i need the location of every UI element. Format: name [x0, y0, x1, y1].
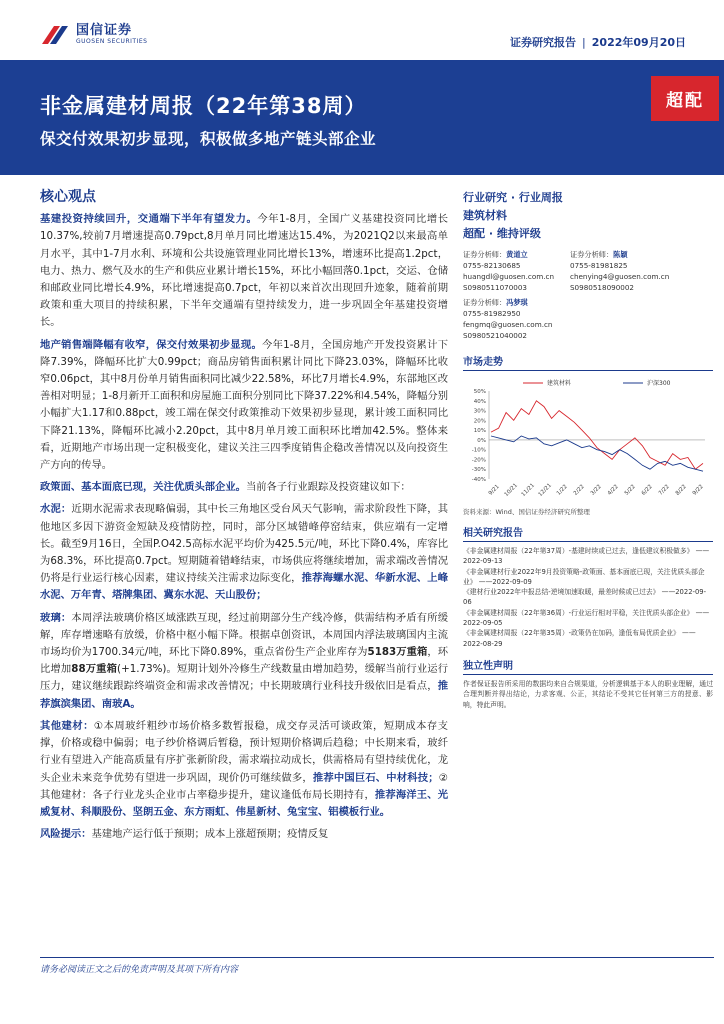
paragraph-infrastructure	[40, 211, 448, 331]
related-report[interactable]	[463, 608, 713, 629]
analyst-label: 证券分析师：	[463, 298, 507, 307]
report-date: ——2022-09-13	[463, 547, 710, 566]
x-tick-label: 6/22	[640, 483, 654, 497]
analyst-list	[463, 249, 713, 345]
y-tick-label: 50%	[473, 389, 486, 395]
highlight: 政策面、基本面底已现，关注优质头部企业。	[40, 481, 246, 494]
core-views-title: 核心观点	[40, 189, 96, 205]
chart-source: 资料来源：Wind、国信证券经济研究所整理	[463, 508, 590, 516]
guosen-logo-icon	[40, 24, 70, 46]
report-date: ——2022-09-05	[463, 608, 710, 628]
footer-disclaimer: 请务必阅读正文之后的免责声明及其项下所有内容	[40, 965, 239, 975]
highlight: 基建投资持续回升，交通端下半年有望发力。	[40, 213, 258, 226]
paragraph-text: 当前各子行业跟踪及投资建议如下：	[245, 481, 411, 494]
industry-name: 建筑材料	[463, 209, 507, 222]
recommendation: 推荐中国巨石、中材科技；	[312, 771, 439, 784]
x-tick-label: 9/21	[487, 483, 501, 497]
paragraph-text: 今年1-8月，全国广义基建投资同比增长10.37%,较前7月增速提高0.79pct,8月单月同比增速达15.4%，为2021Q2以来最高单月水平，其中1-7月水利、环境和公共设施管理业同比增长13%，增速环比提高1.2pct，电力、热力、燃气及水的生产和供应业累计增长15%，环比小幅回落0.1pct，交运、仓储和邮政业同比增长4.9%，环比增速提高0.7pct，年初以来首次出现回升迹象，随着前期政策和重大项目的持续积累，下半年交通端有望持续发力，进一步巩固全年基建投资增长。	[40, 213, 448, 329]
related-reports	[463, 546, 713, 649]
analyst-label: 证券分析师：	[570, 250, 614, 259]
report-date: 2022年09月20日	[591, 36, 686, 49]
highlight: 水泥：	[40, 503, 72, 516]
analyst-email[interactable]: chenying4@guosen.com.cn	[570, 272, 670, 281]
bold-figure: 5183万重箱	[367, 646, 428, 659]
core-views	[40, 189, 448, 848]
paragraph-other	[40, 718, 448, 821]
y-tick-label: 10%	[473, 428, 486, 435]
legend-label: 沪深300	[647, 380, 671, 387]
paragraph-text: ①本周玻纤粗纱市场价格多数暂报稳，成交存灵活可谈政策，短期成本存支撑，价格或稳中偏弱；电子纱价格调后暂稳，预计短期价格调后趋稳；中长期来看，玻纤行业有望进入产能高质量有序扩张新阶段，需求端拉动成长，供需格局有望持续优化，龙头企业未来竞争优势有望进一步巩固，现价仍可继续做多，	[40, 719, 448, 784]
series-line-building-materials	[491, 401, 703, 469]
y-tick-label: 30%	[473, 408, 486, 415]
highlight: 风险提示：	[40, 828, 92, 841]
x-tick-label: 10/21	[503, 482, 520, 499]
company-logo	[40, 24, 147, 46]
market-chart-svg	[463, 375, 713, 505]
rating-line: 超配 · 维持评级	[463, 227, 541, 240]
x-tick-label: 2/22	[572, 483, 586, 497]
statement-section-title: 独立性声明	[463, 657, 713, 675]
related-report[interactable]	[463, 587, 713, 608]
highlight: 地产销售端降幅有收窄，保交付效果初步显现。	[40, 338, 263, 351]
analyst-name: 黄道立	[506, 250, 528, 259]
paragraph-text: (+1.73%)。短期计划外冷修生产线数量由增加趋势，缓解当前行业运行压力，建议继续跟踪终端资金和需求改善情况；中长期玻璃行业科技升级依旧是看点，	[40, 663, 448, 693]
related-report[interactable]	[463, 628, 713, 649]
analyst-phone: 0755-81981825	[570, 261, 628, 270]
report-link-text: 《非金属建材周报（22年第37周）-基建时续或已过去，逢低建议积极做多》	[463, 547, 694, 555]
y-tick-label: -40%	[471, 477, 486, 483]
related-report[interactable]	[463, 546, 713, 567]
report-link-text: 《非金属建材行业2022年9月投资策略-政策面、基本面底已现，关注优质头部企业》	[463, 567, 705, 586]
market-chart	[463, 375, 713, 505]
report-link-text: 《非金属建材周报（22年第35周）-政策仍在加码，逢低布局优质企业》	[463, 629, 680, 638]
analyst-email[interactable]: fengmq@guosen.com.cn	[463, 320, 553, 329]
sidebar	[463, 189, 713, 710]
related-section-title: 相关研究报告	[463, 524, 713, 542]
x-tick-label: 5/22	[623, 483, 637, 497]
x-tick-label: 7/22	[657, 483, 671, 497]
paragraph-policy	[40, 479, 448, 496]
paragraph-cement	[40, 501, 448, 604]
x-tick-label: 1/22	[555, 483, 569, 497]
y-tick-label: -30%	[471, 467, 486, 474]
analyst-cert: S0980511070003	[463, 283, 528, 292]
footer-divider	[40, 957, 714, 958]
x-tick-label: 9/22	[691, 483, 705, 497]
legend-label: 建筑材料	[547, 380, 572, 387]
report-type: 证券研究报告	[510, 36, 577, 49]
analyst-name: 陈颖	[613, 250, 628, 259]
x-tick-label: 11/21	[520, 482, 537, 499]
paragraph-property	[40, 337, 448, 475]
paragraph-text: 今年1-8月，全国房地产开发投资累计下降7.39%，降幅环比扩大0.99pct；商品房销售面积累计同比下降23.03%，降幅环比收窄0.06pct，其中8月份单月销售面积同比减少22.58%，环比7月增长4.9%，东部地区改善相对明显；1-8月新开工面积和房屋施工面积分别同比下降37.22%和4.54%，降幅分别小幅扩大1.17和0.88pct，竣工端在保交付政策推动下效果初步显现，累计竣工面积同比下降21.13%，降幅环比减小2.20pct，其中8月单月竣工面积环比增加42.5%。整体来看，近期地产市场出现一定积极变化，建议关注三四季度销售企稳改善情况以及向投资生产方向的传导。	[40, 338, 448, 472]
independence-statement: 作者保证报告所采用的数据均来自合规渠道，分析逻辑基于本人的职业理解，通过合理判断并得出结论，力求客观、公正，其结论不受其它任何第三方的授意、影响，特此声明。	[463, 679, 713, 709]
analyst-phone: 0755-81982950	[463, 309, 521, 318]
bold-figure: 88万重箱	[71, 663, 118, 676]
recommendation: 推荐旗滨集团、南玻A。	[40, 680, 448, 710]
x-tick-label: 4/22	[606, 483, 620, 497]
paragraph-glass	[40, 610, 448, 713]
analyst-email[interactable]: huangdl@guosen.com.cn	[463, 272, 555, 281]
report-link-text: 《非金属建材周报（22年第36周）-行业运行相对平稳，关注优质头部企业》	[463, 608, 694, 617]
x-tick-label: 12/21	[537, 482, 554, 499]
logo-name-en: GUOSEN SECURITIES	[76, 38, 148, 45]
paragraph-text: 基建地产运行低于预期；成本上涨超预期；疫情反复	[91, 828, 329, 841]
highlight: 其他建材：	[40, 719, 94, 732]
x-tick-label: 3/22	[589, 483, 603, 497]
x-tick-label: 8/22	[674, 483, 688, 497]
analyst-cert: S0980518090002	[570, 283, 635, 292]
paragraph-text: 本周浮法玻璃价格区域涨跌互现，经过前期部分生产线冷修，供需结构矛盾有所缓解，库存增速略有放缓，价格中枢小幅下降。根据卓创资讯，本周国内浮法玻璃国内主流市场均价为1700.34元/吨，环比下降0.89%，重点省份生产企业库存为	[40, 611, 449, 659]
report-meta: 证券研究报告 | 2022年09月20日	[510, 36, 686, 49]
analyst	[570, 249, 710, 293]
y-tick-label: 40%	[473, 398, 486, 405]
series-line-csi300	[491, 436, 703, 471]
related-report[interactable]	[463, 567, 713, 588]
report-date: ——2022-09-09	[478, 577, 532, 586]
logo-name-cn: 国信证券	[76, 23, 133, 38]
report-date: ——2022-08-29	[463, 629, 696, 648]
report-date: ——2022-09-06	[463, 588, 707, 607]
y-tick-label: 0%	[477, 437, 486, 444]
paragraph-risk	[40, 826, 448, 843]
highlight: 玻璃：	[40, 611, 72, 624]
rating-badge: 超配	[651, 76, 719, 121]
analyst	[463, 297, 570, 341]
analyst-phone: 0755-82130685	[463, 261, 521, 270]
paragraph-text: ②其他建材：各子行业龙头企业市占率稳步提升，建议逢低布局长期持有，	[40, 771, 449, 801]
analyst	[463, 249, 570, 293]
y-tick-label: -10%	[471, 447, 486, 454]
market-section-title: 市场走势	[463, 353, 713, 371]
analyst-cert: S0980521040002	[463, 331, 528, 340]
paragraph-text: ，环比增加	[40, 646, 448, 676]
report-link-text: 《建材行业2022年中报总结-逆境加速取暖，最差时候或已过去》	[463, 588, 660, 597]
recommendation: 推荐海螺水泥、华新水泥、上峰水泥、万年青、塔牌集团、冀东水泥、天山股份；	[40, 572, 449, 602]
report-subtitle: 保交付效果初步显现，积极做多地产链头部企业	[40, 130, 377, 148]
analyst-name: 冯梦琪	[506, 298, 528, 307]
report-title: 非金属建材周报（22年第38周）	[40, 94, 367, 118]
report-category: 行业研究 · 行业周报	[463, 191, 563, 204]
paragraph-text: 近期水泥需求表现略偏弱，其中长三角地区受台风天气影响，需求阶段性下降，其他地区多因下游资金短缺及疫情防控，同时，部分区域错峰停窑结束，供应端有一定增长。截至9月16日，全国P.O42.5高标水泥平均价为425.5元/吨，环比下降0.4%，库容比为68.3%，环比提高0.7pct。短期随着错峰结束，市场供应将继续增加，需求端改善情况仍将是行业运行核心因素，建议持续关注需求边际变化，	[40, 503, 449, 585]
y-tick-label: -20%	[471, 457, 486, 464]
analyst-label: 证券分析师：	[463, 250, 507, 259]
y-tick-label: 20%	[473, 418, 486, 425]
recommendation: 推荐海洋王、光威复材、科顺股份、坚朗五金、东方雨虹、伟星新材、兔宝宝、铝模板行业。	[40, 788, 448, 818]
